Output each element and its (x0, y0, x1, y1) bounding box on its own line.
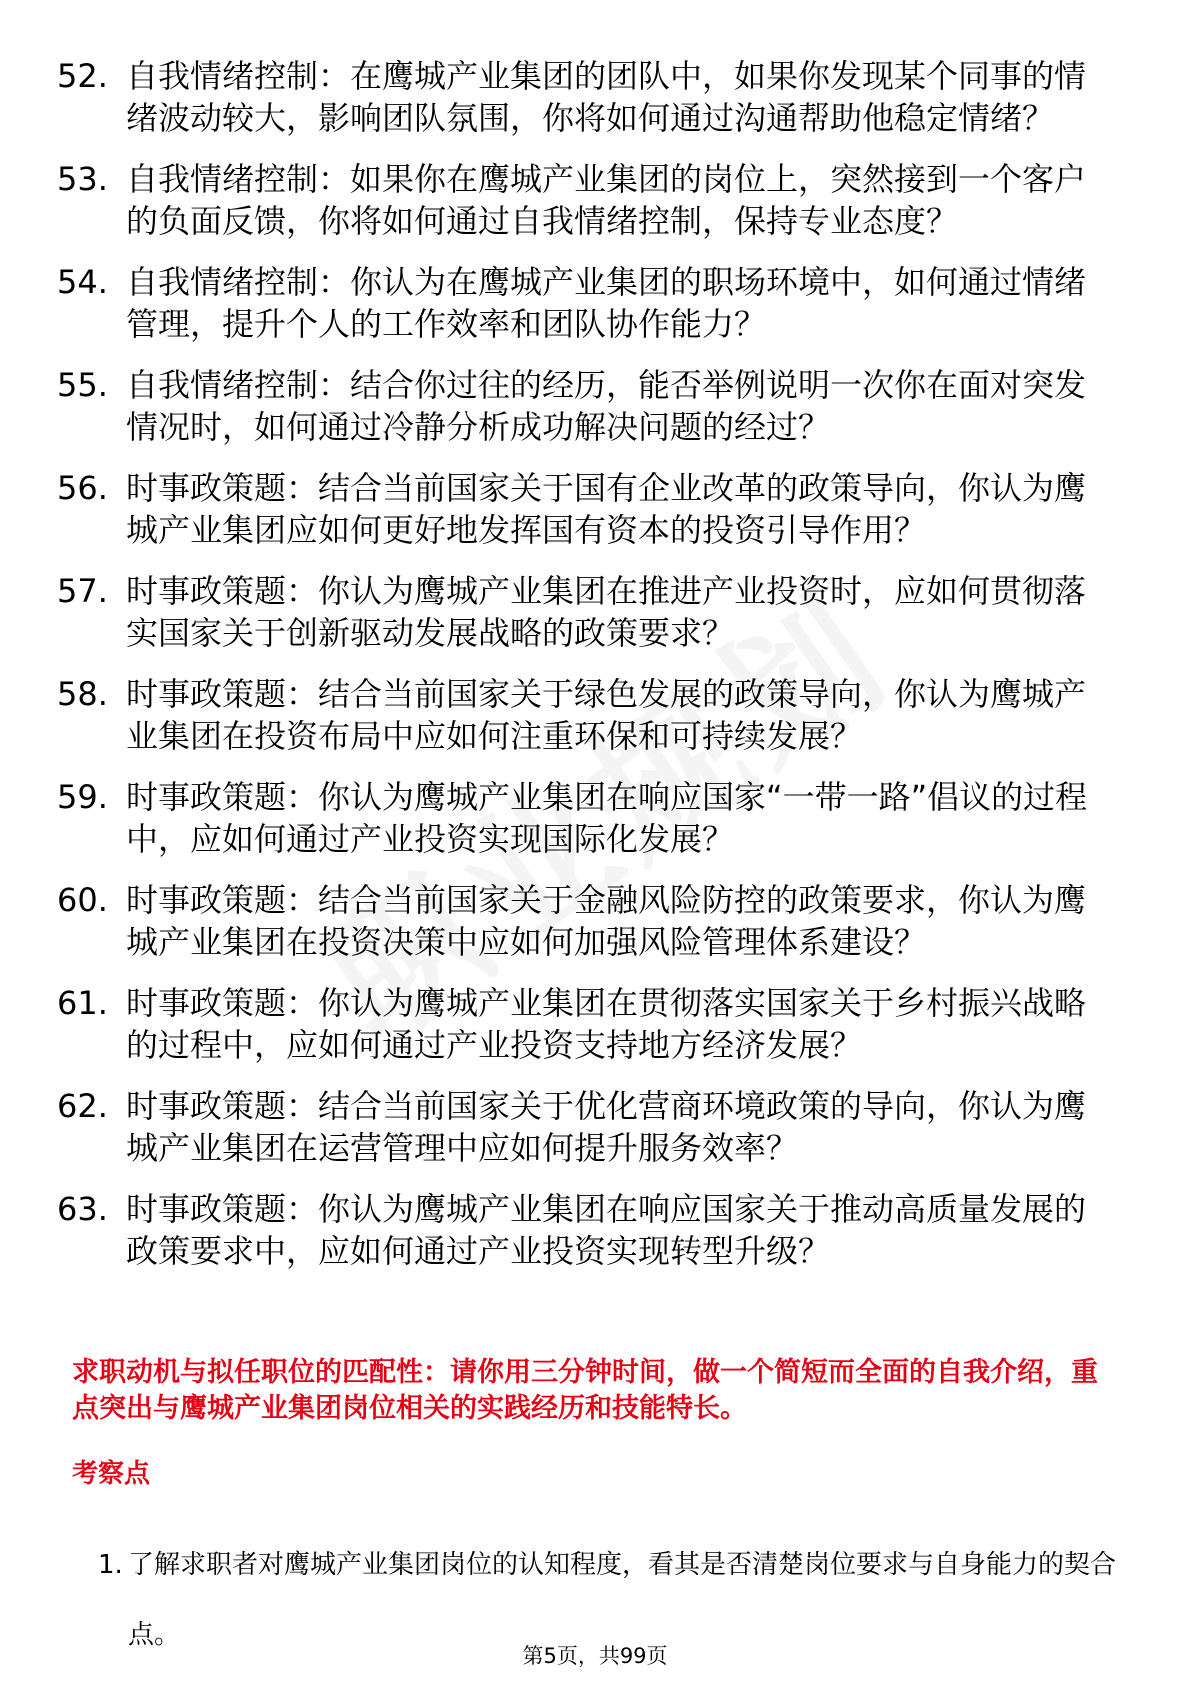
point-text: 了解求职者对鹰城产业集团岗位的认知程度，看其是否清楚岗位要求与自身能力的契合点。 (128, 1550, 1117, 1650)
question-number: 60. (57, 881, 108, 919)
question-text: 时事政策题：你认为鹰城产业集团在推进产业投资时，应如何贯彻落实国家关于创新驱动发展战略的政策要求？ (126, 572, 1087, 652)
question-item (0, 1188, 1101, 1272)
section-title: 考察点 (72, 1459, 151, 1489)
question-text: 自我情绪控制：结合你过往的经历，能否举例说明一次你在面对突发情况时，如何通过冷静分析成功解决问题的经过？ (126, 366, 1087, 446)
question-item (0, 982, 1101, 1066)
question-text: 时事政策题：你认为鹰城产业集团在响应国家“一带一路”倡议的过程中，应如何通过产业投资实现国际化发展？ (126, 778, 1088, 858)
highlight-question: 求职动机与拟任职位的匹配性：请你用三分钟时间，做一个简短而全面的自我介绍，重点突出与鹰城产业集团岗位相关的实践经历和技能特长。 (72, 1357, 1098, 1424)
question-text: 时事政策题：结合当前国家关于绿色发展的政策导向，你认为鹰城产业集团在投资布局中应如何注重环保和可持续发展？ (126, 675, 1087, 755)
question-item (0, 673, 1101, 757)
question-item (0, 158, 1101, 242)
question-number: 55. (57, 366, 108, 404)
question-number: 56. (57, 469, 108, 507)
question-number: 63. (57, 1190, 108, 1228)
question-text: 时事政策题：结合当前国家关于国有企业改革的政策导向，你认为鹰城产业集团应如何更好地发挥国有资本的投资引导作用？ (126, 469, 1087, 549)
question-number: 52. (57, 57, 108, 95)
question-number: 59. (57, 778, 108, 816)
question-text: 自我情绪控制：如果你在鹰城产业集团的岗位上，突然接到一个客户的负面反馈，你将如何通过自我情绪控制，保持专业态度？ (126, 160, 1087, 240)
question-number: 62. (57, 1087, 108, 1125)
question-number: 58. (57, 675, 108, 713)
question-item (0, 879, 1101, 963)
question-number: 53. (57, 160, 108, 198)
question-text: 自我情绪控制：在鹰城产业集团的团队中，如果你发现某个同事的情绪波动较大，影响团队氛围，你将如何通过沟通帮助他稳定情绪？ (126, 57, 1087, 137)
point-number: 1. (98, 1550, 123, 1580)
question-item (0, 570, 1101, 654)
page-footer: 第5页，共99页 (522, 1644, 668, 1668)
question-text: 时事政策题：结合当前国家关于金融风险防控的政策要求，你认为鹰城产业集团在投资决策中应如何加强风险管理体系建设？ (126, 881, 1087, 961)
question-item (0, 55, 1101, 139)
question-number: 54. (57, 263, 108, 301)
question-item (0, 467, 1101, 551)
question-text: 时事政策题：你认为鹰城产业集团在贯彻落实国家关于乡村振兴战略的过程中，应如何通过产业投资支持地方经济发展？ (126, 984, 1087, 1064)
question-text: 时事政策题：结合当前国家关于优化营商环境政策的导向，你认为鹰城产业集团在运营管理中应如何提升服务效率？ (126, 1087, 1087, 1167)
question-item (0, 261, 1101, 345)
question-list (0, 55, 1190, 1291)
question-number: 61. (57, 984, 108, 1022)
question-text: 自我情绪控制：你认为在鹰城产业集团的职场环境中，如何通过情绪管理，提升个人的工作效率和团队协作能力？ (126, 263, 1087, 343)
question-text: 时事政策题：你认为鹰城产业集团在响应国家关于推动高质量发展的政策要求中，应如何通过产业投资实现转型升级？ (126, 1190, 1087, 1270)
question-item (0, 1085, 1101, 1169)
question-item (0, 776, 1101, 860)
question-item (0, 364, 1101, 448)
question-number: 57. (57, 572, 108, 610)
